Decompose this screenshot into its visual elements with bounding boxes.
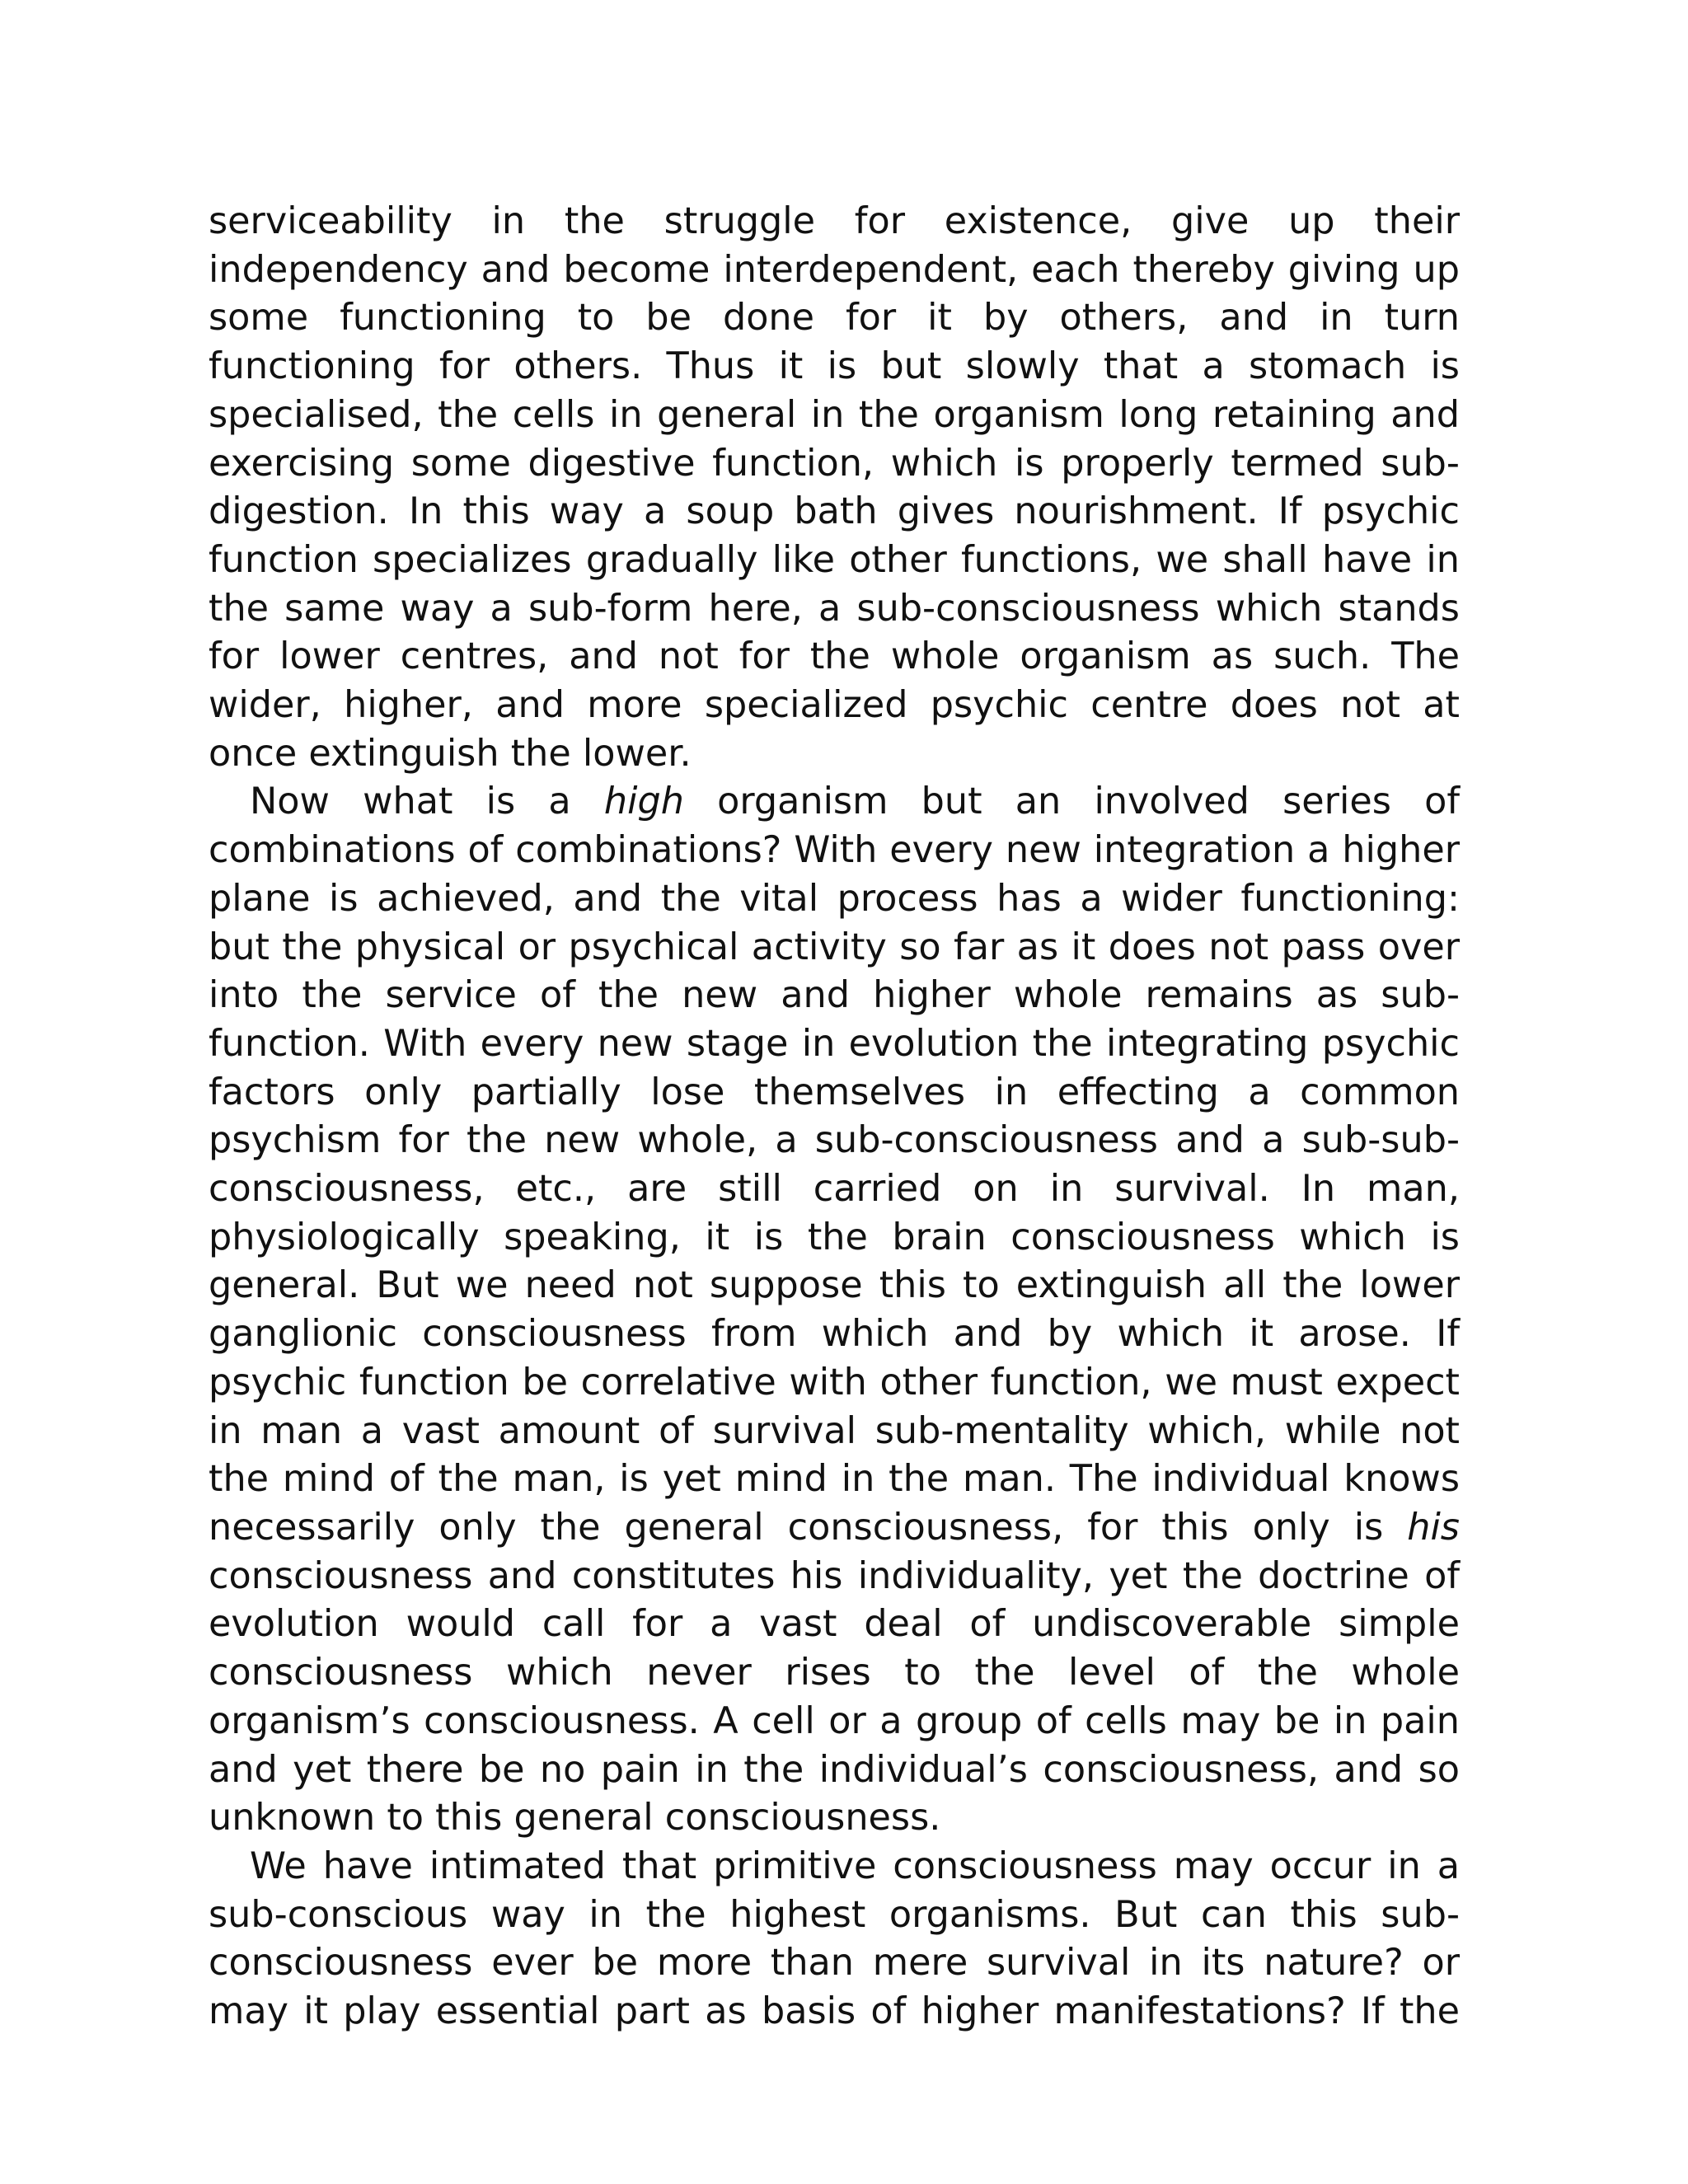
paragraph-2-text-a: Now what is a <box>250 780 604 823</box>
paragraph-1-text: serviceability in the struggle for existence, give up their independency and become interdependent, each thereby giving up some functioning to be done for it by others, and in turn functioning for others. Thus it is but slowly that a stomach is specialised, the cells in general in the organism long retaining and exercising some digestive function, which is properly termed sub-digestion. In this way a soup bath gives nourishment. If psychic function specializes gradually like other functions, we shall have in the same way a sub-form here, a sub-consciousness which stands for lower centres, and not for the whole organism as such. The wider, higher, and more specialized psychic centre does not at once extinguish the lower. <box>209 200 1460 775</box>
paragraph-3-text: We have intimated that primitive consciousness may occur in a sub-conscious way in the highest organisms. But can this sub-consciousness ever be more than mere survival in its nature? or may it play essential part as basis of higher manifestations? If the <box>209 1844 1460 2033</box>
paragraph-2-text-b: organism but an involved series of combinations of combinations? With every new integration a higher plane is achieved, and the vital process has a wider functioning: but the physical or psychical activity so far as it does not pass over into the service of the new and higher whole remains as sub-function. With every new stage in evolution the integrating psychic factors only partially lose themselves in effecting a common psychism for the new whole, a sub-consciousness and a sub-sub-consciousness, etc., are still carried on in survival. In man, physiologically speaking, it is the brain consciousness which is general. But we need not suppose this to extinguish all the lower ganglionic consciousness from which and by which it arose. If psychic function be correlative with other function, we must expect in man a vast amount of survival sub-mentality which, while not the mind of the man, is yet mind in the man. The individual knows necessarily only the general consciousness, for this only is <box>209 780 1460 1549</box>
emphasis-high: high <box>603 780 684 823</box>
body-text <box>209 198 1460 2036</box>
emphasis-his: his <box>1407 1506 1460 1549</box>
paragraph-3 <box>209 1843 1460 2036</box>
paragraph-2 <box>209 778 1460 1842</box>
paragraph-2-text-c: consciousness and constitutes his individuality, yet the doctrine of evolution would call for a vast deal of undiscoverable simple consciousness which never rises to the level of the whole organism’s consciousness. A cell or a group of cells may be in pain and yet there be no pain in the individual’s consciousness, and so unknown to this general consciousness. <box>209 1554 1460 1840</box>
paragraph-1 <box>209 198 1460 778</box>
